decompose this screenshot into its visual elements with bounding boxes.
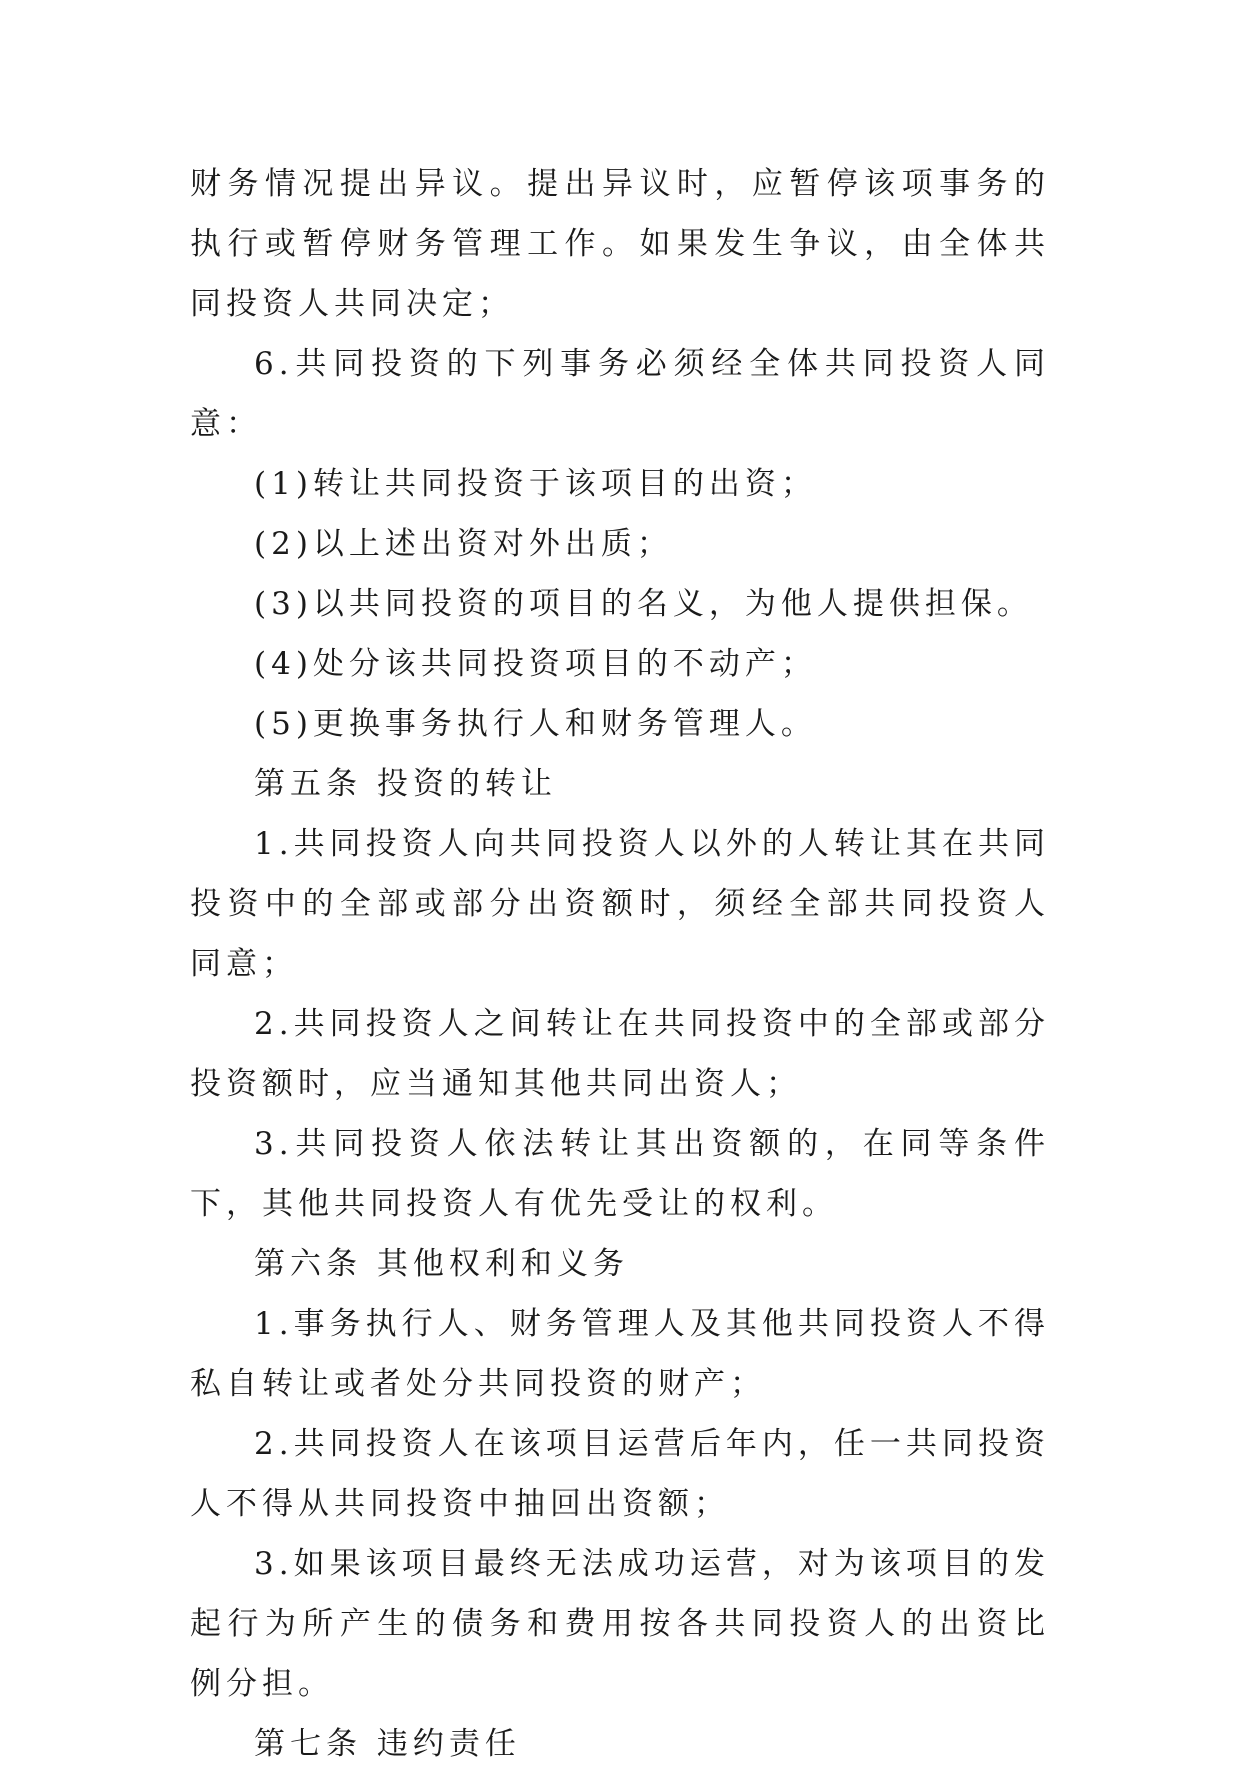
paragraph: (3)以共同投资的项目的名义，为他人提供担保。 xyxy=(254,586,1033,622)
paragraph: 3.如果该项目最终无法成功运营，对为该项目的发起行为所产生的债务和费用按各共同投资人的出资比例分担。 xyxy=(190,1546,1050,1702)
paragraph: (2)以上述出资对外出质； xyxy=(254,526,673,562)
paragraph: 1.共同投资人向共同投资人以外的人转让其在共同投资中的全部或部分出资额时，须经全部共同投资人同意； xyxy=(190,826,1050,982)
paragraph: (5)更换事务执行人和财务管理人。 xyxy=(254,706,817,742)
paragraph: 1.事务执行人、财务管理人及其他共同投资人不得私自转让或者处分共同投资的财产； xyxy=(190,1306,1050,1402)
paragraph: 6.共同投资的下列事务必须经全体共同投资人同意： xyxy=(190,346,1050,442)
paragraph: 财务情况提出异议。提出异议时，应暂停该项事务的执行或暂停财务管理工作。如果发生争议，由全体共同投资人共同决定； xyxy=(190,166,1050,322)
section-heading: 第五条 投资的转让 xyxy=(254,766,557,802)
section-heading: 第六条 其他权利和义务 xyxy=(254,1246,629,1282)
paragraph: (4)处分该共同投资项目的不动产； xyxy=(254,646,817,682)
paragraph: 2.共同投资人在该项目运营后年内，任一共同投资人不得从共同投资中抽回出资额； xyxy=(190,1426,1050,1522)
paragraph: 2.共同投资人之间转让在共同投资中的全部或部分投资额时，应当通知其他共同出资人； xyxy=(190,1006,1050,1102)
paragraph: (1)转让共同投资于该项目的出资； xyxy=(254,466,817,502)
document-body xyxy=(190,154,1050,1774)
section-heading: 第七条 违约责任 xyxy=(254,1726,521,1762)
paragraph: 3.共同投资人依法转让其出资额的，在同等条件下，其他共同投资人有优先受让的权利。 xyxy=(190,1126,1050,1222)
